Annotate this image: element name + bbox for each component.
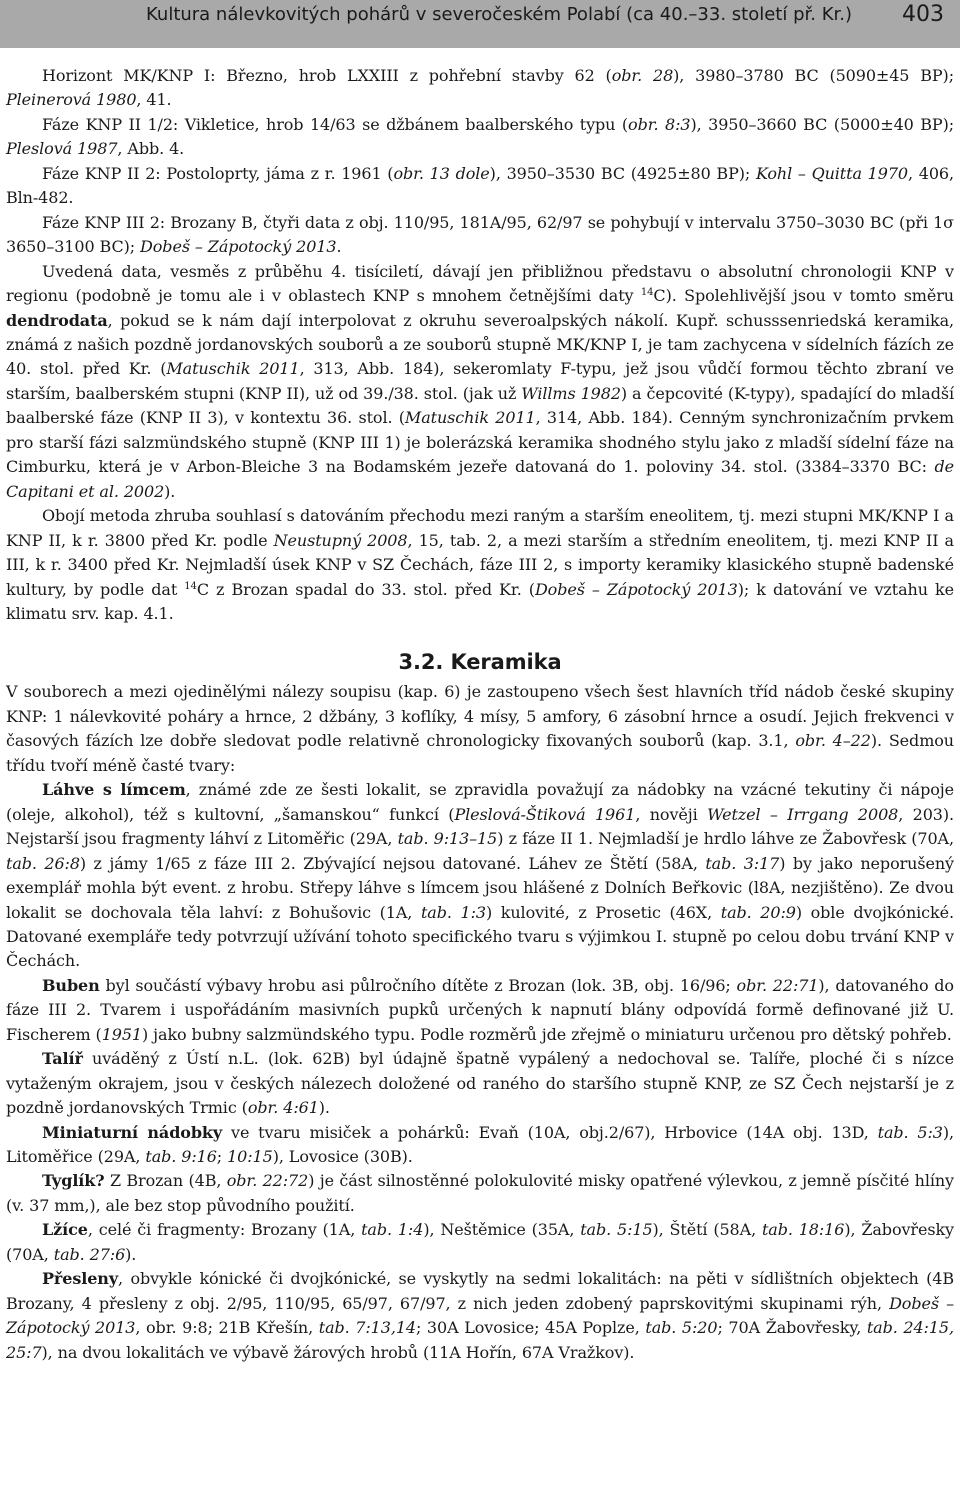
bold-term: Přesleny [42, 1269, 119, 1289]
running-header-title: Kultura nálevkovitých pohárů v severočeském Polabí (ca 40.–33. století př. Kr.) [146, 4, 852, 25]
figure-ref: obr. 4:61 [247, 1098, 319, 1118]
citation: Willms 1982 [521, 383, 621, 403]
citation: Dobeš – Zápotocký 2013 [6, 1293, 954, 1338]
superscript: 14 [184, 580, 197, 592]
figure-ref: obr. 22:72 [226, 1171, 309, 1191]
citation: 1951 [101, 1024, 143, 1044]
citation: Wetzel – Irrgang 2008 [707, 804, 899, 824]
plate-ref: tab. 7:13,14 [318, 1318, 416, 1338]
page-number: 403 [902, 2, 944, 27]
plate-ref: tab. 20:9 [720, 902, 796, 922]
citation: Dobeš – Zápotocký 2013 [140, 237, 337, 257]
plate-ref: tab. 24:15, 25:7 [6, 1318, 954, 1362]
plate-ref: tab. 9:13–15 [397, 829, 498, 849]
paragraph-crucible: Tyglík? Z Brozan (4B, obr. 22:72) je část silnostěnné polokulovité misky opatřené výlevkou, z jemně písčité hlíny (v. 37 mm,), ale bez stop původního použití. [6, 1171, 954, 1215]
citation: Pleslová 1987 [6, 139, 118, 159]
superscript: 14 [640, 287, 654, 299]
section-heading: 3.2. Keramika [398, 650, 562, 675]
bold-term: Tyglík? [42, 1171, 105, 1191]
paragraph-spindle-whorls: Přesleny, obvykle kónické či dvojkónické, se vyskytly na sedmi lokalitách: na pěti v sídlištních objektech (4B Brozany, 4 přesleny z obj. 2/95, 110/95, 65/97, 67/97, z nich jeden zdobený paprskovitými skupinami rýh, Dobeš – Zápotocký 2013, obr. 9:8; 21B Křešín, tab. 7:13,14; 30A Lovosice; 45A Poplze, tab. 5:20; 70A Žabovřesky, tab. 24:15, 25:7), na dvou lokalitách ve výbavě žárových hrobů (11A Hořín, 67A Vražkov). [6, 1269, 954, 1362]
figure-ref: obr. 13 dole [393, 163, 490, 183]
plate-ref: tab. 26:8 [6, 853, 80, 873]
citation: Neustupný 2008 [273, 530, 408, 550]
bold-term: Talíř [42, 1049, 83, 1069]
paragraph-collared-flasks: Láhve s límcem, známé zde ze šesti lokalit, se zpravidla považují za nádobky na vzácné tekutiny či nápoje (oleje, alkohol), též s kultovní, „šamanskou“ funkcí (Pleslová-Štiková 1961, nověji Wetzel – Irrgang 2008, 203). Nejstarší jsou fragmenty láhví z Litoměřic (29A, tab. 9:13–15) z fáze II 1. Nejmladší je hrdlo láhve ze Žabovřesk (70A, tab. 26:8) z jámy 1/65 z fáze III 2. Zbývající nejsou datované. Láhev ze Štětí (58A, tab. 3:17) by jako neporušený exemplář mohla být event. z hrobu. Střepy láhve s límcem jsou hlášené z Dolních Beřkovic (l8A, nezjištěno). Ze dvou lokalit se dochovala těla lahví: z Bohušovic (1A, tab. 1:3) kulovité, z Prosetic (46X, tab. 20:9) oble dvojkónické. Datované exempláře tedy potvrzují užívání tohoto specifického tvaru s výjimkou I. stupně po celou dobu trvání KNP v Čechách. [6, 780, 955, 971]
paragraph-dating-knp-ii-2: Fáze KNP II 2: Postoloprty, jáma z r. 1961 (obr. 13 dole), 3950–3530 BC (4925±80 BP); Kohl – Quitta 1970, 406, Bln-482. [6, 163, 954, 208]
paragraph-drum: Buben byl součástí výbavy hrobu asi půlročního dítěte z Brozan (lok. 3B, obj. 16/96; obr. 22:71), datovaného do fáze III 2. Tvarem i uspořádáním masivních pupků určených k napnutí blány odpovídá formě definované již U. Fischerem (1951) jako bubny salzmündského typu. Podle rozměrů jde zřejmě o miniaturu určenou pro dětský pohřeb. [6, 975, 954, 1044]
citation: Matuschik 2011 [166, 359, 300, 379]
paragraph-spoons: Lžíce, celé či fragmenty: Brozany (1A, tab. 1:4), Neštěmice (35A, tab. 5:15), Štětí (58A, tab. 18:16), Žabovřesky (70A, tab. 27:6). [6, 1220, 954, 1264]
plate-ref: tab. 27:6 [53, 1244, 126, 1264]
plate-ref: tab. 18:16 [761, 1220, 845, 1240]
bold-term: Láhve s límcem [42, 780, 186, 800]
bold-term: Lžíce [42, 1220, 88, 1240]
plate-ref: tab. 1:3 [420, 902, 486, 922]
plate-ref: tab. 9:16 [145, 1147, 217, 1167]
citation: de Capitani et al. 2002 [6, 457, 954, 501]
page-body [6, 64, 954, 1365]
paragraph-absolute-chronology: Uvedená data, vesměs z průběhu 4. tisíciletí, dávají jen přibližnou představu o absolutní chronologii KNP v regionu (podobně je tomu ale i v oblastech KNP s mnohem četnějšími daty $^{14}$C). Spolehlivější jsou v tomto směru dendrodata, pokud se k nám dají interpolovat z okruhu severoalpských nákolí. Kupř. schusssenriedská keramika, známá z našich pozdně jordanovských souborů a ze souborů stupně MK/KNP I, je tam zachycena v sídelních fázích ze 40. stol. před Kr. (Matuschik 2011, 313, Abb. 184), sekeromlaty F-typu, jež jsou vůdčí formou těchto zbraní ve starším, baalberském stupni (KNP II), už od 39./38. stol. (jak už Willms 1982) a čepcovité (K-typy), spadající do mladší baalberské fáze (KNP II 3), v kontextu 36. stol. (Matuschik 2011, 314, Abb. 184). Cenným synchronizačním prvkem pro starší fázi salzmündského stupně (KNP III 1) je bolerázská keramika shodného stylu jako z mladší sídelní fáze na Cimburku, která je v Arbon-Bleiche 3 na Bodamském jezeře datovaná do 1. poloviny 34. stol. (3384–3370 BC: de Capitani et al. 2002). [6, 261, 954, 501]
paragraph-dating-horizon-mk-knp-i: Horizont MK/KNP I: Březno, hrob LXXIII z pohřební stavby 62 (obr. 28), 3980–3780 BC (5090±45 BP); Pleinerová 1980, 41. [6, 66, 954, 110]
bold-term: Miniaturní nádobky [42, 1122, 223, 1142]
plate-ref: tab. 5:20 [645, 1318, 718, 1338]
plate-ref: tab. 5:15 [580, 1220, 653, 1240]
paragraph-pottery-classes: V souborech a mezi ojedinělými nálezy soupisu (kap. 6) je zastoupeno všech šest hlavních tříd nádob české skupiny KNP: 1 nálevkovité poháry a hrnce, 2 džbány, 3 koflíky, 4 mísy, 5 amfory, 6 zásobní hrnce a osudí. Jejich frekvenci v časových fázích lze dobře sledovat podle relativně chronologicky fixovaných souborů (kap. 3.1, obr. 4–22). Sedmou třídu tvoří méně časté tvary: [6, 682, 955, 775]
paragraph-periodization: Obojí metoda zhruba souhlasí s datováním přechodu mezi raným a starším eneolitem, tj. mezi stupni MK/KNP I a KNP II, k r. 3800 před Kr. podle Neustupný 2008, 15, tab. 2, a mezi starším a středním eneolitem, tj. mezi KNP II a III, k r. 3400 před Kr. Nejmladší úsek KNP v SZ Čechách, fáze III 2, s importy keramiky klasického stupně badenské kultury, by podle dat $^{14}$C z Brozan spadal do 33. stol. před Kr. (Dobeš – Zápotocký 2013); k datování ve vztahu ke klimatu srv. kap. 4.1. [6, 506, 954, 623]
bold-term: Buben [42, 975, 100, 995]
plate-ref: 10:15 [227, 1147, 273, 1167]
paragraph-dating-knp-iii-2: Fáze KNP III 2: Brozany B, čtyři data z obj. 110/95, 181A/95, 62/97 se pohybují v intervalu 3750–3030 BC (při 1σ 3650–3100 BC); Dobeš – Zápotocký 2013. [6, 212, 954, 257]
citation: Dobeš – Zápotocký 2013 [534, 579, 738, 599]
citation: Pleinerová 1980 [6, 90, 137, 110]
paragraph-miniature-vessels: Miniaturní nádobky ve tvaru misiček a pohárků: Evaň (10A, obj.2/67), Hrbovice (14A obj. 13D, tab. 5:3), Litoměřice (29A, tab. 9:16; 10:15), Lovosice (30B). [6, 1122, 954, 1167]
citation: Kohl – Quitta 1970 [755, 163, 908, 183]
paragraph-plate: Talíř uváděný z Ústí n.L. (lok. 62B) byl údajně špatně vypálený a nedochoval se. Talíře, ploché či s nízce vytaženým okrajem, jsou v českých nálezech doložené od raného do staršího stupně KNP, ze SZ Čech nejstarší je z pozdně jordanovských Trmic (obr. 4:61). [6, 1049, 954, 1118]
figure-ref: obr. 8:3 [628, 114, 691, 134]
figure-ref: obr. 22:71 [736, 975, 819, 995]
bold-term: dendrodata [6, 310, 108, 330]
figure-ref: obr. 28 [611, 66, 674, 85]
running-header [0, 0, 960, 48]
figure-ref: obr. 4–22 [795, 731, 871, 751]
citation: Pleslová-Štiková 1961 [454, 804, 636, 824]
citation: Matuschik 2011 [404, 408, 536, 428]
paragraph-dating-knp-ii-1-2: Fáze KNP II 1/2: Vikletice, hrob 14/63 se džbánem baalberského typu (obr. 8:3), 3950–3660 BC (5000±40 BP); Pleslová 1987, Abb. 4. [6, 114, 955, 159]
plate-ref: tab. 1:4 [361, 1220, 424, 1240]
plate-ref: tab. 5:3 [877, 1122, 943, 1142]
plate-ref: tab. 3:17 [705, 853, 780, 873]
